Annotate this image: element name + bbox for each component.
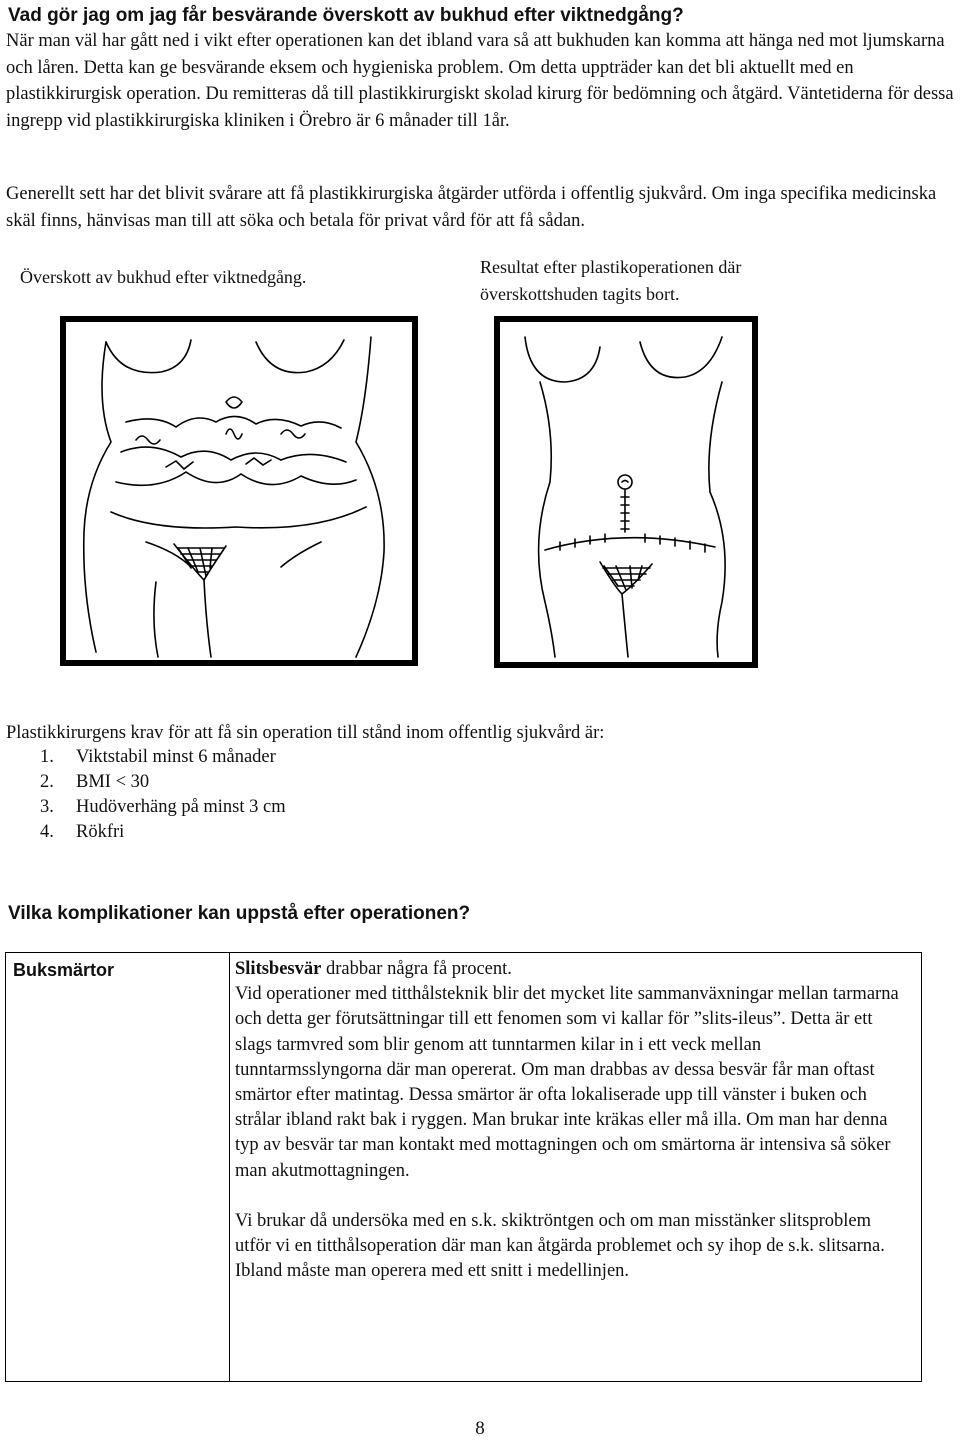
column-divider: [229, 953, 230, 1381]
lead-bold: Slitsbesvär: [235, 959, 322, 979]
after-caption-line-2: överskottshuden tagits bort.: [480, 284, 680, 304]
after-caption-line-1: Resultat efter plastikoperationen där: [480, 257, 742, 277]
requirements-list: [40, 745, 286, 845]
list-item: 3. Hudöverhäng på minst 3 cm: [40, 797, 286, 817]
complications-table: [5, 952, 922, 1382]
after-illustration: [494, 316, 758, 668]
complication-paragraph-2: Vi brukar då undersöka med en s.k. skiktröntgen och om man misstänker slitsproblem utför vi en titthålsoperation där man kan åtgärda problemet och sy ihop de s.k. slitsarna. Ibland måste man operera med ett snitt i medellinjen.: [235, 1210, 885, 1282]
list-item: 4. Rökfri: [40, 822, 125, 842]
before-figure-caption: Överskott av bukhud efter viktnedgång.: [20, 267, 307, 287]
list-item: 2. BMI < 30: [40, 772, 150, 792]
after-figure-caption: [480, 254, 741, 308]
before-illustration: [60, 316, 418, 666]
public-care-paragraph: Generellt sett har det blivit svårare att få plastikkirurgiska åtgärder utförda i offentlig sjukvård. Om inga specifika medicinska skäl finns, hänvisas man till att söka och betala för privat vård för att få sådan.: [6, 184, 937, 231]
complications-heading: Vilka komplikationer kan uppstå efter operationen?: [8, 903, 471, 924]
complication-paragraph-1: Vid operationer med titthålsteknik blir det mycket lite sammanväxningar mellan tarmarna och detta ger förutsättningar till ett fenomen som vi kallar för ”slits-ileus”. Detta är ett slags tarmvred som blir genom att tunntarmen kilar in i ett veck mellan tunntarmsslyngorna där man opererat. Om man drabbas av dessa besvär får man oftast smärtor efter matintag. Dessa smärtor är ofta lokaliserade upp till vänster i buken och strålar ibland rakt bak i ryggen. Man brukar inte kräkas eller må illa. Om man har denna typ av besvär tar man kontakt med mottagningen och om smärtorna är intensiva så söker man akutmottagningen.: [235, 984, 899, 1181]
row-content: [235, 957, 905, 1284]
section-heading: Vad gör jag om jag får besvärande överskott av bukhud efter viktnedgång?: [8, 5, 684, 26]
lead-line: [235, 957, 905, 982]
intro-paragraph: När man väl har gått ned i vikt efter operationen kan det ibland vara så att bukhuden kan komma att hänga ned mot ljumskarna och låren. Detta kan ge besvärande eksem och hygieniska problem. Om detta uppträder kan det bli aktuellt med en plastikkirurgisk operation. Du remitteras då till plastikkirurgiskt skolad kirurg för bedömning och åtgärd. Väntetiderna för dessa ingrepp vid plastikkirurgiska kliniken i Örebro är 6 månader till 1år.: [6, 31, 954, 131]
list-item: 1. Viktstabil minst 6 månader: [40, 747, 276, 767]
lead-rest: drabbar några få procent.: [321, 959, 512, 979]
requirements-intro: Plastikkirurgens krav för att få sin operation till stånd inom offentlig sjukvård är:: [6, 723, 605, 743]
row-label: Buksmärtor: [13, 960, 115, 980]
page-number: 8: [475, 1418, 485, 1439]
